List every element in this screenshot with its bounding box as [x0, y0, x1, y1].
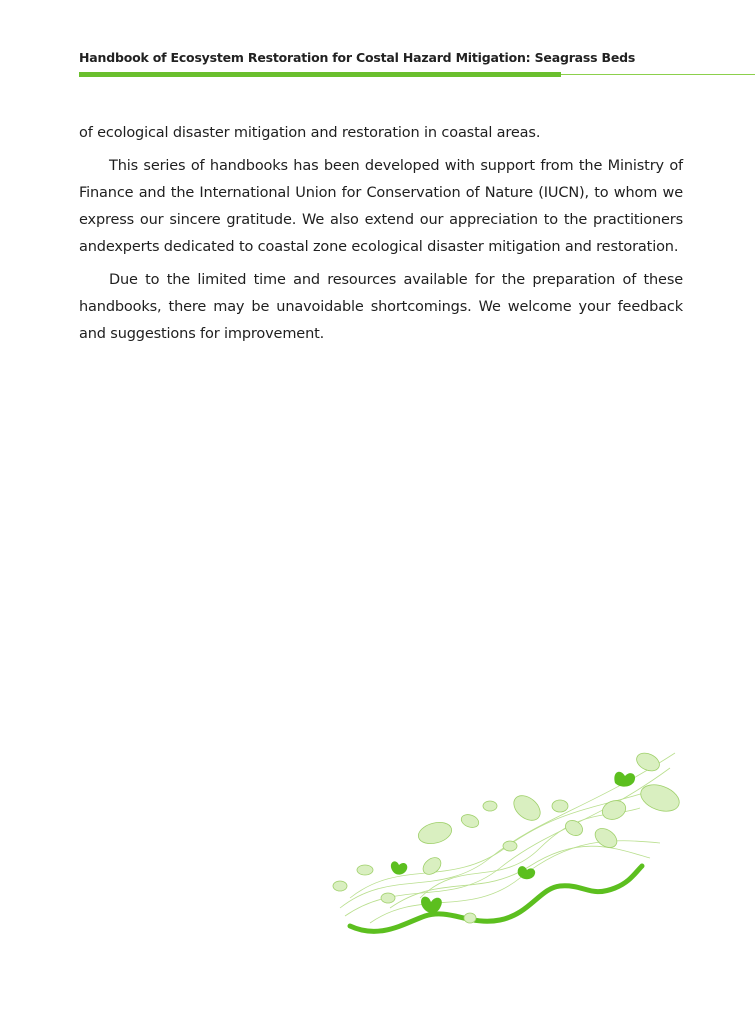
- header-rule-thick: [79, 72, 561, 77]
- paragraph-continued: of ecological disaster mitigation and restoration in coastal areas.: [79, 125, 541, 141]
- paragraph-feedback: Due to the limited time and resources available for the preparation of these handbooks, there may be unavoidable shortcomings. We welcome your feedback and suggestions for improvement.: [79, 272, 683, 342]
- leaves-butterflies-illustration: [330, 748, 686, 938]
- paragraph-acknowledgement: This series of handbooks has been developed with support from the Ministry of Finance and the International Union for Conservation of Nature (IUCN), to whom we express our sincere gratitude. We also extend our appreciation to the practitioners andexperts dedicated to coastal zone ecological disaster mitigation and restoration.: [79, 158, 683, 255]
- header-rule-thin: [561, 74, 755, 75]
- body-text: [79, 120, 683, 354]
- running-header: Handbook of Ecosystem Restoration for Costal Hazard Mitigation: Seagrass Beds: [79, 50, 636, 65]
